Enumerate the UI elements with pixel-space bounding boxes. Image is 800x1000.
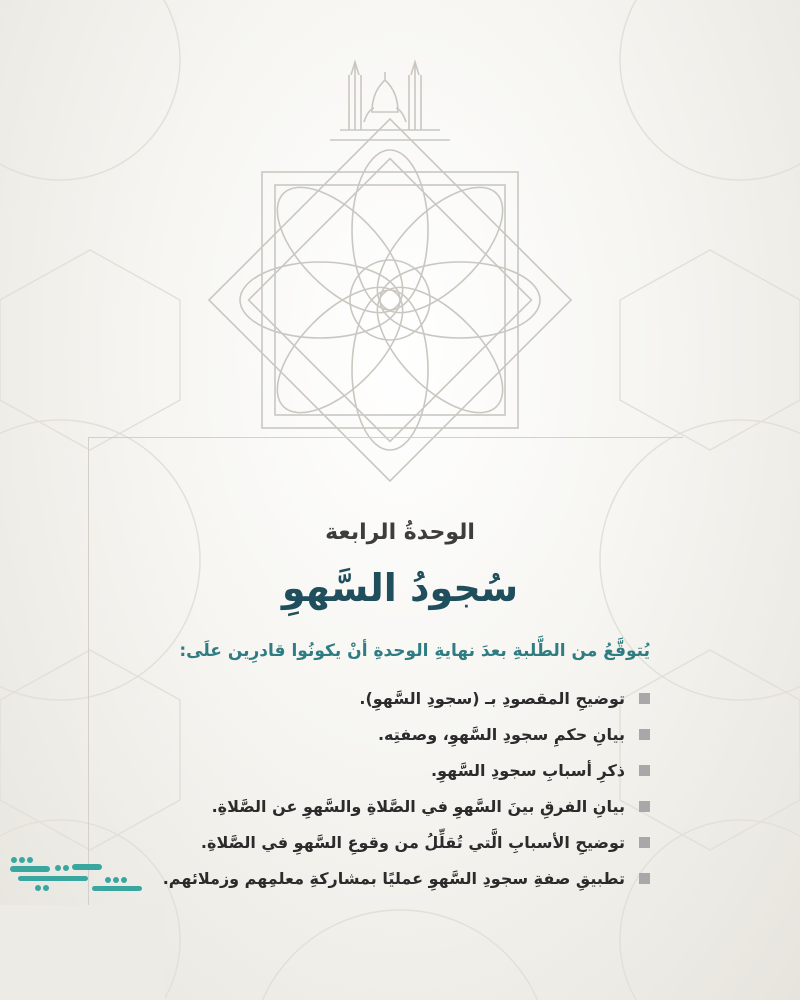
list-item: تطبيقِ صفةِ سجودِ السَّهوِ عمليًا بمشاركةِ معلمِهم وزملائهم. xyxy=(90,860,650,896)
bullet-icon xyxy=(639,837,650,848)
bullet-icon xyxy=(639,873,650,884)
bullet-icon xyxy=(639,693,650,704)
objectives-intro: يُتوقَّعُ من الطَّلبةِ بعدَ نهايةِ الوحدةِ أنْ يكونُوا قادرِين علَى: xyxy=(179,641,650,661)
bullet-icon xyxy=(639,729,650,740)
list-item: بيانِ حكمِ سجودِ السَّهوِ، وصفتِه. xyxy=(90,716,650,752)
bullet-icon xyxy=(639,801,650,812)
list-item: ذكرِ أسبابِ سجودِ السَّهوِ. xyxy=(90,752,650,788)
bullet-icon xyxy=(639,765,650,776)
list-item: توضيحِ الأسبابِ الَّتي تُقلِّلُ من وقوعِ السَّهوِ في الصَّلاةِ. xyxy=(90,824,650,860)
footer-panel xyxy=(0,905,165,1000)
unit-title: سُجودُ السَّهوِ xyxy=(281,566,519,610)
list-item: توضيحِ المقصودِ بـ (سجودِ السَّهوِ). xyxy=(90,680,650,716)
ministry-logo-icon xyxy=(8,850,158,895)
unit-label: الوحدةُ الرابعة xyxy=(325,520,475,545)
list-item: بيانِ الفرقِ بينَ السَّهوِ في الصَّلاةِ والسَّهوِ عن الصَّلاةِ. xyxy=(90,788,650,824)
objectives-list xyxy=(90,680,650,896)
